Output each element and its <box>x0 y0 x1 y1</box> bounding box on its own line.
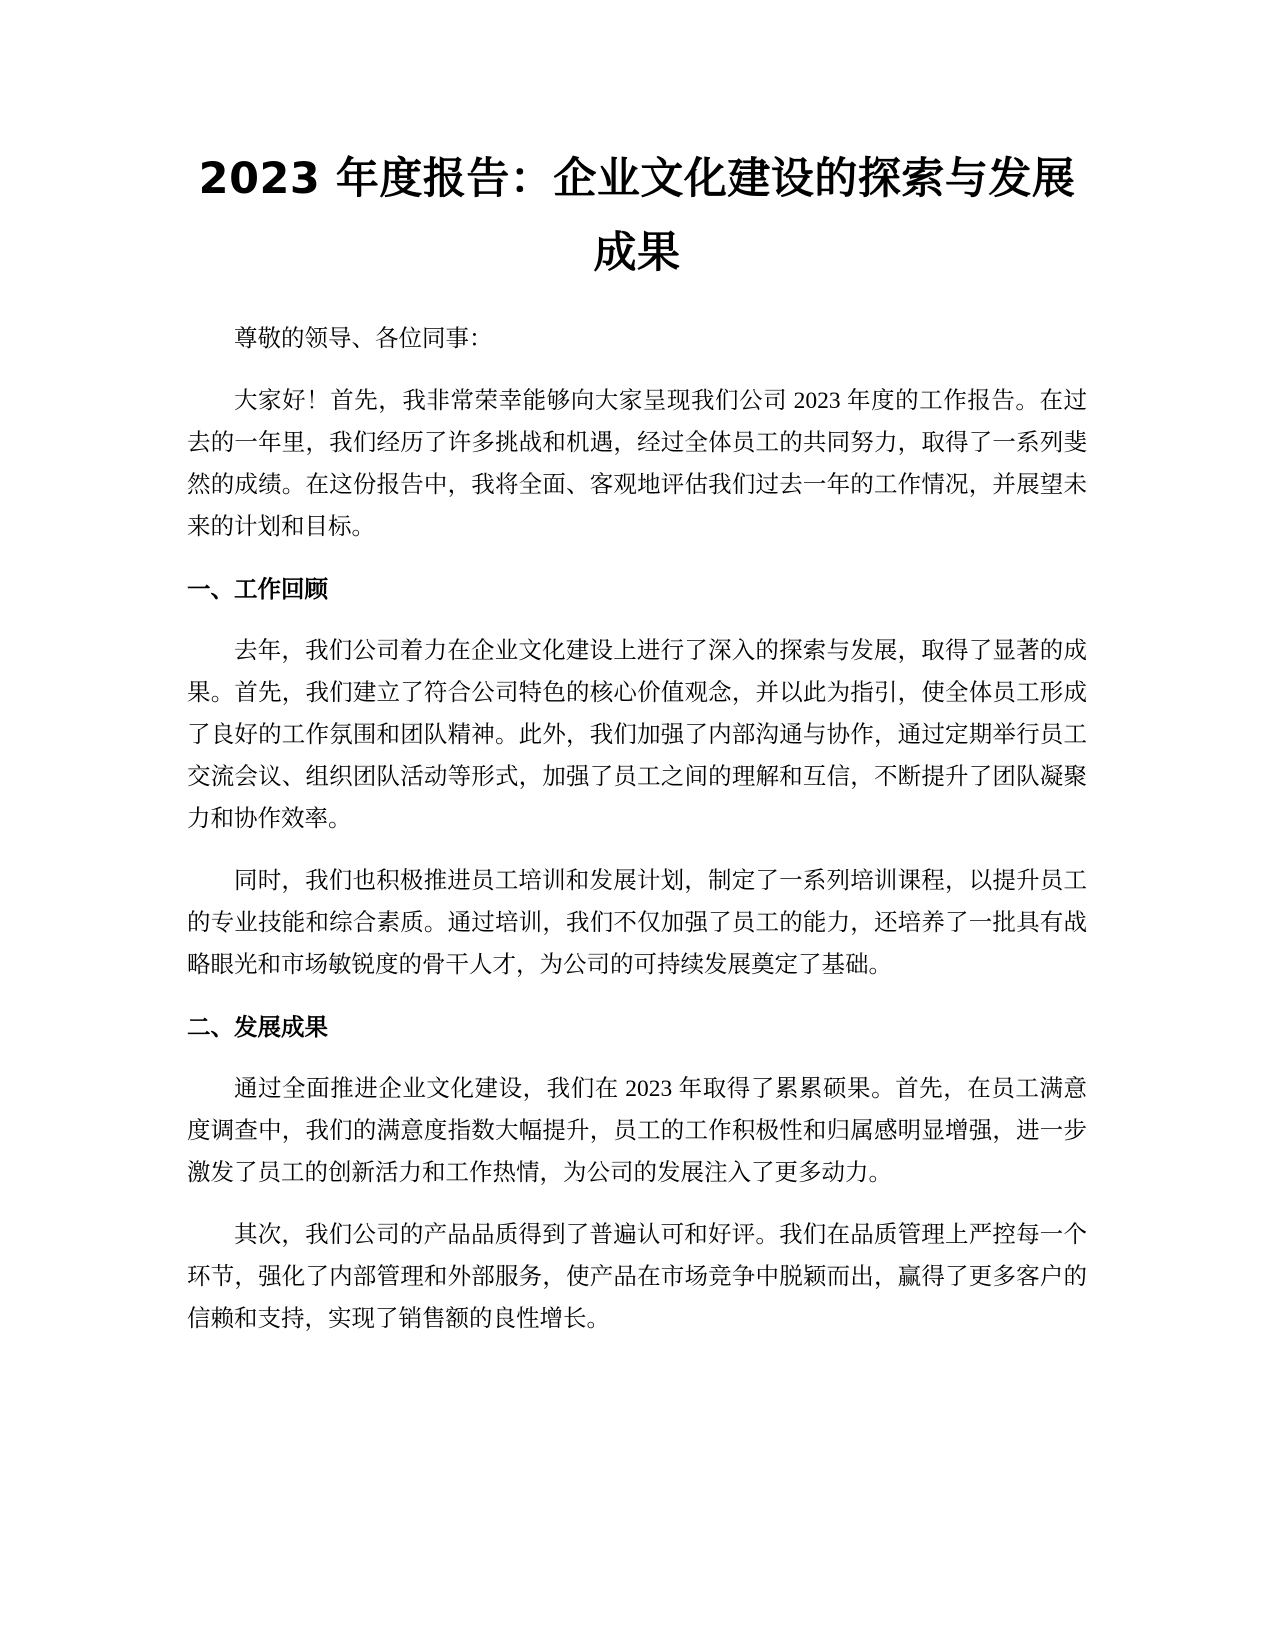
body-paragraph: 去年，我们公司着力在企业文化建设上进行了深入的探索与发展，取得了显著的成果。首先，我们建立了符合公司特色的核心价值观念，并以此为指引，使全体员工形成了良好的工作氛围和团队精神。此外，我们加强了内部沟通与协作，通过定期举行员工交流会议、组织团队活动等形式，加强了员工之间的理解和互信，不断提升了团队凝聚力和协作效率。 <box>187 638 1087 832</box>
salutation: 尊敬的领导、各位同事： <box>234 326 493 352</box>
section-work-review <box>187 568 1087 986</box>
section-heading: 一、工作回顾 <box>187 575 328 603</box>
section-heading: 二、发展成果 <box>187 1013 328 1041</box>
document-page <box>187 142 1087 1360</box>
document-title: 2023 年度报告：企业文化建设的探索与发展成果 <box>198 154 1076 278</box>
body-paragraph: 其次，我们公司的产品品质得到了普遍认可和好评。我们在品质管理上严控每一个环节，强化了内部管理和外部服务，使产品在市场竞争中脱颖而出，赢得了更多客户的信赖和支持，实现了销售额的良性增长。 <box>187 1222 1087 1332</box>
section-development-results <box>187 1006 1087 1340</box>
intro-paragraph: 大家好！首先，我非常荣幸能够向大家呈现我们公司 2023 年度的工作报告。在过去的一年里，我们经历了许多挑战和机遇，经过全体员工的共同努力，取得了一系列斐然的成绩。在这份报告中，我将全面、客观地评估我们过去一年的工作情况，并展望未来的计划和目标。 <box>187 388 1087 540</box>
body-paragraph: 通过全面推进企业文化建设，我们在 2023 年取得了累累硕果。首先，在员工满意度调查中，我们的满意度指数大幅提升，员工的工作积极性和归属感明显增强，进一步激发了员工的创新活力和工作热情，为公司的发展注入了更多动力。 <box>187 1076 1087 1186</box>
body-paragraph: 同时，我们也积极推进员工培训和发展计划，制定了一系列培训课程，以提升员工的专业技能和综合素质。通过培训，我们不仅加强了员工的能力，还培养了一批具有战略眼光和市场敏锐度的骨干人才，为公司的可持续发展奠定了基础。 <box>187 868 1087 978</box>
